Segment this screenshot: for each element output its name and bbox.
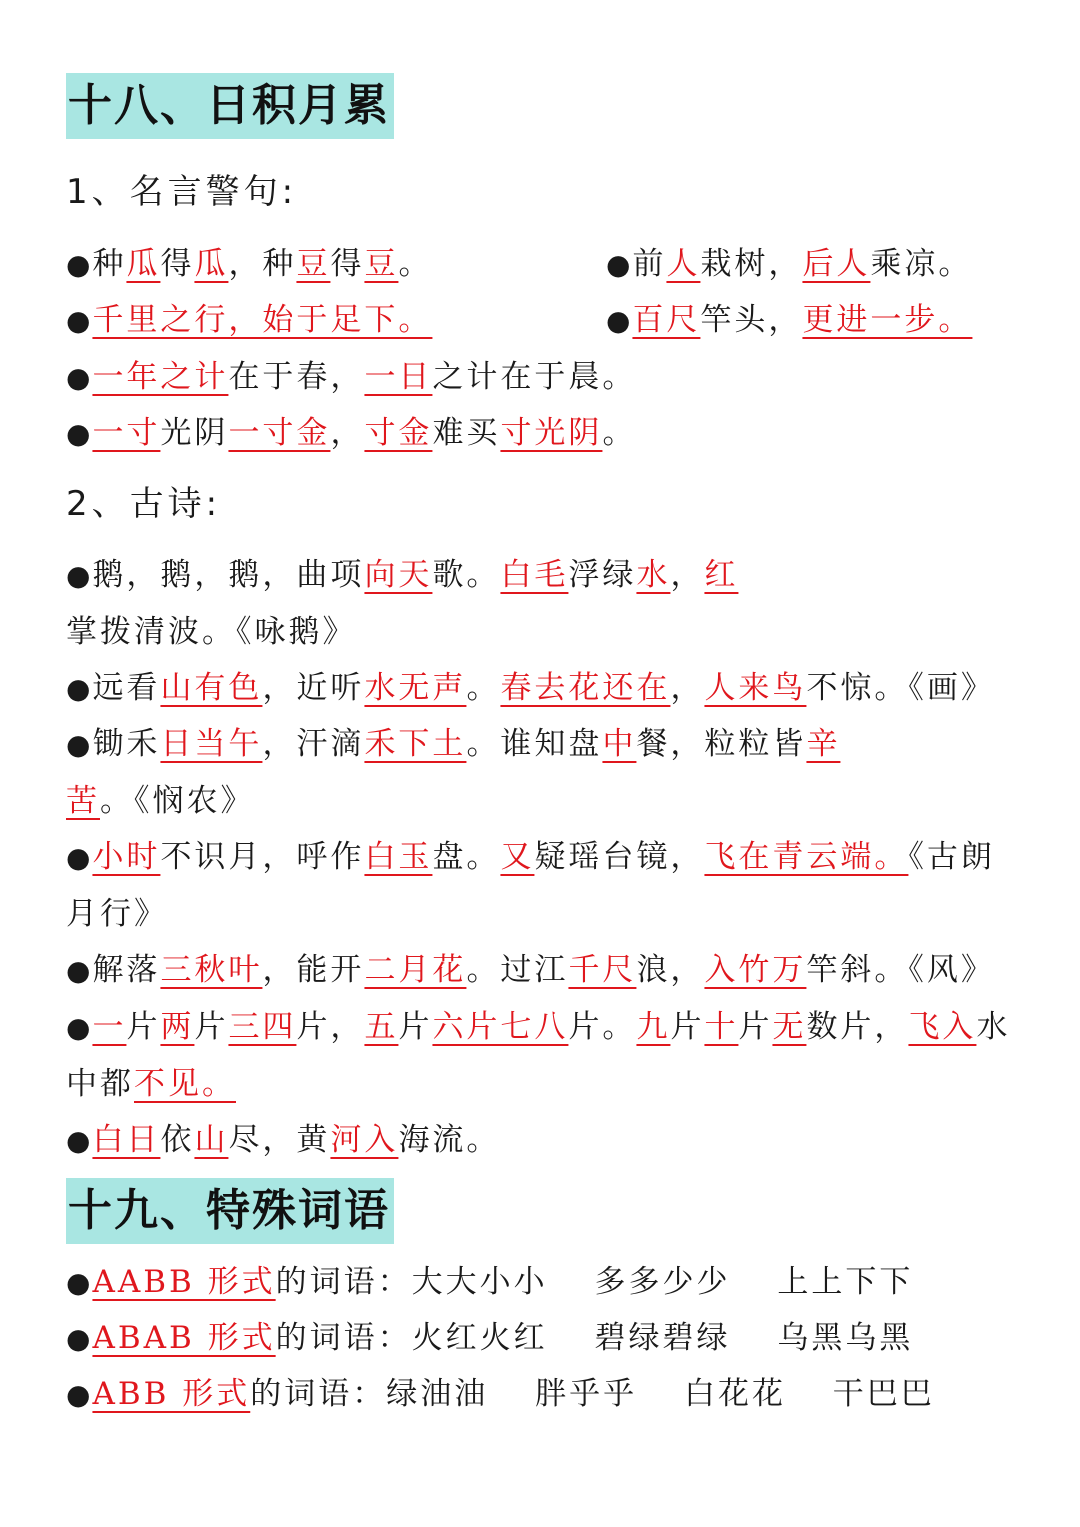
text-segment: 。 (602, 415, 637, 451)
answer-text: 一年之计 (92, 359, 229, 395)
answer-text: 红 (704, 557, 739, 593)
text-segment: 盘。 (432, 839, 501, 875)
poem-yong-e (66, 547, 1021, 660)
text-segment: 竿头， (700, 302, 803, 338)
answer-text: 一寸金 (228, 415, 331, 451)
poem-feng (66, 942, 995, 999)
answer-text: 寸光阴 (500, 415, 603, 451)
answer-text: ABB 形式 (92, 1376, 251, 1412)
bullet-icon: ● (66, 417, 93, 450)
text-segment: 片 (194, 1009, 229, 1045)
bullet-icon: ● (66, 728, 93, 761)
text-segment: ，近听 (262, 670, 365, 706)
answer-text: 河入 (330, 1122, 399, 1158)
section-19-heading: 十九、特殊词语 (66, 1178, 394, 1244)
answer-text: 二月花 (364, 952, 467, 988)
text-segment: 解落 (92, 952, 161, 988)
text-segment: 依 (160, 1122, 195, 1158)
text-segment: 。 (466, 670, 501, 706)
poem-xue (66, 999, 1021, 1112)
answer-text: 中 (602, 726, 637, 762)
bullet-icon: ● (606, 304, 633, 337)
answer-text: 寸金 (364, 415, 433, 451)
abab-words-line (66, 1310, 913, 1367)
text-segment: 乘凉。 (870, 246, 973, 282)
answer-text: 一日 (364, 359, 433, 395)
answer-text: 百尺 (632, 302, 701, 338)
bullet-icon: ● (66, 1378, 93, 1411)
answer-text: 白毛 (500, 557, 569, 593)
answer-text: 飞在青云端。 (704, 839, 909, 875)
poem-min-nong (66, 716, 1021, 829)
answer-text: 十 (704, 1009, 739, 1045)
answer-text: 九 (636, 1009, 671, 1045)
quote-2b (606, 292, 972, 349)
text-segment: 难买 (432, 415, 501, 451)
text-segment: 远看 (92, 670, 161, 706)
text-segment: 不惊。《画》 (806, 670, 995, 706)
answer-text: 白玉 (364, 839, 433, 875)
poem-gu-lang-yue-xing (66, 829, 1021, 942)
answer-text: 后人 (802, 246, 871, 282)
text-segment: 光阴 (160, 415, 229, 451)
text-segment: 水中都 (66, 1009, 1011, 1102)
text-segment: 《古朗月行》 (66, 839, 995, 932)
aabb-words-line (66, 1254, 913, 1311)
quote-line-4 (66, 405, 636, 462)
answer-text: 人 (666, 246, 701, 282)
text-segment: 掌拨清波。《咏鹅》 (66, 614, 357, 650)
answer-text: 一 (92, 1009, 127, 1045)
text-segment: ，能开 (262, 952, 365, 988)
text-segment: 片 (126, 1009, 161, 1045)
text-segment: 得 (160, 246, 195, 282)
text-segment: 片 (398, 1009, 433, 1045)
text-segment: ， (670, 557, 705, 593)
text-segment: 锄禾 (92, 726, 161, 762)
text-segment: 歌。 (432, 557, 501, 593)
bullet-icon: ● (66, 559, 93, 592)
answer-text: 千尺 (568, 952, 637, 988)
text-segment: 片 (670, 1009, 705, 1045)
text-segment: 在于春， (228, 359, 365, 395)
bullet-icon: ● (66, 672, 93, 705)
answer-text: 山有色 (160, 670, 263, 706)
abb-words-line (66, 1366, 935, 1423)
text-segment: 的词语：绿油油 胖乎乎 白花花 干巴巴 (250, 1376, 935, 1412)
text-segment: 栽树， (700, 246, 803, 282)
text-segment: 前 (632, 246, 667, 282)
bullet-icon: ● (66, 248, 93, 281)
quote-line-3 (66, 349, 636, 406)
answer-text: 又 (500, 839, 535, 875)
answer-text: 更进一步。 (802, 302, 973, 338)
answer-text: 辛苦 (66, 726, 841, 819)
bullet-icon: ● (66, 1124, 93, 1157)
quote-2a (66, 302, 432, 338)
quote-line-2 (66, 292, 973, 349)
text-segment: 。过江 (466, 952, 569, 988)
answer-text: ABAB 形式 (92, 1320, 276, 1356)
bullet-icon: ● (66, 361, 93, 394)
text-segment: 得 (330, 246, 365, 282)
text-segment: 浪， (636, 952, 705, 988)
subheading-famous-quotes: 1、名言警句: (66, 172, 298, 212)
answer-text: 豆 (364, 246, 399, 282)
bullet-icon: ● (66, 841, 93, 874)
answer-text: 瓜 (194, 246, 229, 282)
text-segment: 尽，黄 (228, 1122, 331, 1158)
text-segment: 餐，粒粒皆 (636, 726, 807, 762)
answer-text: 小时 (92, 839, 161, 875)
text-segment: ， (330, 415, 365, 451)
text-segment: 鹅，鹅，鹅，曲项 (92, 557, 365, 593)
text-segment: ，汗滴 (262, 726, 365, 762)
text-segment: 不识月，呼作 (160, 839, 365, 875)
bullet-icon: ● (66, 1011, 93, 1044)
text-segment: 种 (92, 246, 127, 282)
answer-text: 两 (160, 1009, 195, 1045)
quote-1b (606, 236, 972, 293)
answer-text: 三四 (228, 1009, 297, 1045)
text-segment: 。 (398, 246, 433, 282)
answer-text: 一寸 (92, 415, 161, 451)
text-segment: 片。 (568, 1009, 637, 1045)
answer-text: 五 (364, 1009, 399, 1045)
answer-text: 六片七八 (432, 1009, 569, 1045)
answer-text: AABB 形式 (92, 1264, 276, 1300)
answer-text: 人来鸟 (704, 670, 807, 706)
quote-1a (66, 246, 432, 282)
subheading-ancient-poems: 2、古诗: (66, 484, 222, 524)
text-segment: ， (670, 670, 705, 706)
answer-text: 飞入 (908, 1009, 977, 1045)
text-segment: 的词语：大大小小 多多少少 上上下下 (275, 1264, 914, 1300)
text-segment: 竿斜。《风》 (806, 952, 995, 988)
quote-line-1 (66, 236, 973, 293)
section-18-heading: 十八、日积月累 (66, 73, 394, 139)
answer-text: 瓜 (126, 246, 161, 282)
answer-text: 千里之行，始于足下。 (92, 302, 433, 338)
text-segment: ，种 (228, 246, 297, 282)
text-segment: 之计在于晨。 (432, 359, 637, 395)
answer-text: 入竹万 (704, 952, 807, 988)
answer-text: 豆 (296, 246, 331, 282)
text-segment: 疑瑶台镜， (534, 839, 705, 875)
text-segment: 海流。 (398, 1122, 501, 1158)
answer-text: 禾下土 (364, 726, 467, 762)
text-segment: 片 (738, 1009, 773, 1045)
poem-hua (66, 660, 995, 717)
text-segment: 片， (296, 1009, 365, 1045)
text-segment: 数片， (806, 1009, 909, 1045)
bullet-icon: ● (606, 248, 633, 281)
answer-text: 向天 (364, 557, 433, 593)
answer-text: 春去花还在 (500, 670, 671, 706)
answer-text: 三秋叶 (160, 952, 263, 988)
answer-text: 日当午 (160, 726, 263, 762)
poem-deng-guan-que-lou (66, 1112, 500, 1169)
answer-text: 不见。 (134, 1066, 236, 1102)
bullet-icon: ● (66, 1266, 93, 1299)
bullet-icon: ● (66, 1322, 93, 1355)
answer-text: 水 (636, 557, 671, 593)
answer-text: 山 (194, 1122, 229, 1158)
text-segment: 的词语：火红火红 碧绿碧绿 乌黑乌黑 (275, 1320, 914, 1356)
answer-text: 无 (772, 1009, 807, 1045)
answer-text: 白日 (92, 1122, 161, 1158)
text-segment: 。谁知盘 (466, 726, 603, 762)
bullet-icon: ● (66, 304, 93, 337)
text-segment: 浮绿 (568, 557, 637, 593)
text-segment: 。《悯农》 (100, 783, 255, 819)
bullet-icon: ● (66, 954, 93, 987)
answer-text: 水无声 (364, 670, 467, 706)
